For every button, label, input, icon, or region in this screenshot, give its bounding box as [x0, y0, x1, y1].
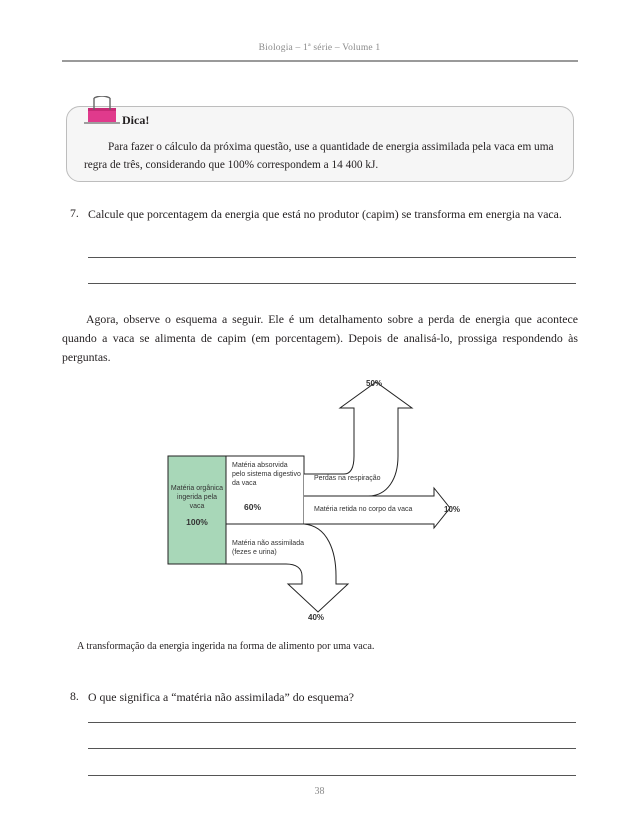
tip-title: Dica!: [122, 113, 150, 127]
answer-line[interactable]: [88, 722, 576, 723]
question-7-text: Calcule que porcentagem da energia que está no produtor (capim) se transforma em energia na vaca.: [88, 207, 562, 221]
ingested-pct: 100%: [186, 517, 208, 527]
binder-clip-icon: [84, 96, 120, 128]
page-number: 38: [314, 786, 325, 797]
answer-line[interactable]: [88, 257, 576, 258]
absorbed-label: Matéria absorvida pelo sistema digestivo da vaca: [232, 462, 301, 487]
retained-label: Matéria retida no corpo da vaca: [314, 506, 413, 513]
intro-paragraph: Agora, observe o esquema a seguir. Ele é um detalhamento sobre a perda de energia que acontece quando a vaca se alimenta de capim (em porcentagem). Depois de analisá-lo, prossiga respondendo às perguntas.: [62, 312, 578, 364]
tip-text: Para fazer o cálculo da próxima questão, use a quantidade de energia assimilada pela vaca em uma regra de três, considerando que 100% correspondem a 14 400 kJ.: [84, 141, 554, 171]
absorbed-pct: 60%: [244, 502, 262, 512]
question-7-number: 7.: [70, 206, 79, 220]
question-8-number: 8.: [70, 689, 79, 703]
answer-line[interactable]: [88, 283, 576, 284]
running-header: Biologia – 1ª série – Volume 1: [258, 43, 381, 53]
question-8-text: O que significa a “matéria não assimilada” do esquema?: [88, 690, 354, 704]
retained-pct: 10%: [444, 505, 461, 514]
header-rule: [62, 60, 578, 62]
not-assimilated-pct: 40%: [308, 613, 325, 622]
answer-line[interactable]: [88, 775, 576, 776]
not-assimilated-label: Matéria não assimilada (fezes e urina): [232, 540, 304, 556]
respiration-label: Perdas na respiração: [314, 475, 381, 482]
respiration-pct: 50%: [366, 379, 383, 388]
not-assimilated-arrow: [226, 524, 348, 612]
ingested-label: Matéria orgânica ingerida pela vaca: [170, 485, 224, 510]
answer-line[interactable]: [88, 748, 576, 749]
figure-caption: A transformação da energia ingerida na forma de alimento por uma vaca.: [77, 641, 375, 652]
